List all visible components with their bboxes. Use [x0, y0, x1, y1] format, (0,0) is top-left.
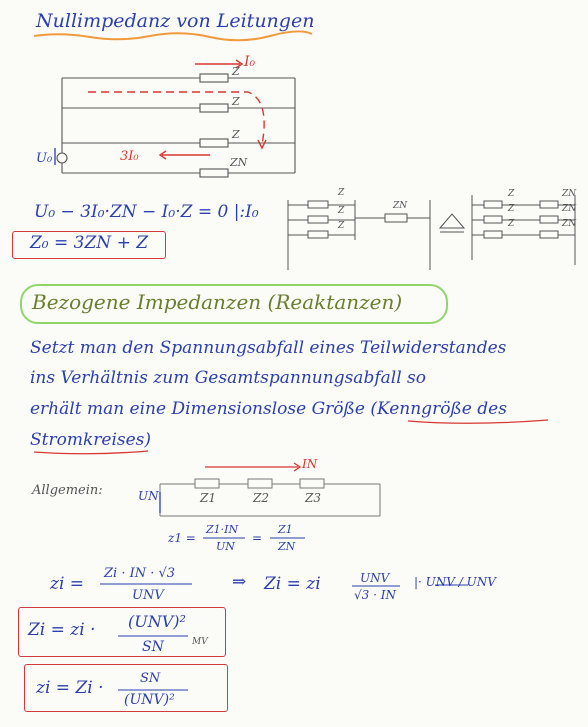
zn-label: ZN — [230, 156, 248, 169]
zi-rhs: Zi = zi — [264, 574, 321, 594]
circuit-1 — [57, 74, 295, 177]
page-title: Nullimpedanz von Leitungen — [36, 10, 315, 32]
multiplier-note: |· UNV / UNV — [414, 575, 496, 589]
c2-zn-4: ZN — [562, 219, 577, 229]
title-underline — [34, 31, 312, 40]
z1-equals: = — [252, 531, 263, 545]
circuit-2 — [288, 195, 575, 270]
paragraph-line-4: Stromkreises) — [30, 430, 152, 450]
in-label: IN — [302, 457, 318, 471]
zi-rhs-numerator: UNV — [360, 571, 390, 585]
c2-z-1: Z — [338, 188, 345, 198]
result-1-denominator: SN — [142, 639, 164, 655]
result-2-denominator: (UNV)² — [124, 692, 175, 708]
implies-arrow: ⇒ — [232, 572, 247, 592]
zi-numerator: Zi · IN · √3 — [104, 566, 176, 581]
zi-rhs-denominator: √3 · IN — [354, 588, 396, 602]
circuit-3 — [160, 479, 380, 516]
i0-label: I₀ — [244, 54, 256, 70]
z1-denominator-2: ZN — [278, 540, 296, 553]
equation-2: Z₀ = 3ZN + Z — [30, 233, 149, 253]
c2-z-5: Z — [508, 204, 515, 214]
z1-lhs: z1 = — [168, 531, 196, 545]
z1-numerator-2: Z1 — [278, 523, 293, 536]
u0-label: U₀ — [36, 151, 53, 166]
c2-z-6: Z — [508, 219, 515, 229]
c2-z-3: Z — [338, 221, 345, 231]
z1-denominator: UN — [216, 540, 235, 553]
stromkreis-underline — [34, 451, 148, 454]
c2-zn-3: ZN — [562, 204, 577, 214]
z1-label: Z1 — [200, 491, 216, 505]
three-i0-label: 3I₀ — [120, 149, 139, 164]
paragraph-line-3: erhält man eine Dimensionslose Größe (Kenngröße des — [30, 399, 507, 419]
z3-label: Z3 — [305, 491, 321, 505]
c2-zn: ZN — [393, 201, 408, 211]
result-1-numerator: (UNV)² — [128, 612, 186, 631]
z1-numerator: Z1·IN — [206, 523, 239, 536]
zi-lhs: zi = — [50, 574, 85, 594]
c2-z-4: Z — [508, 189, 515, 199]
result-2-numerator: SN — [140, 671, 161, 686]
z-label-3: Z — [232, 128, 240, 141]
z2-label: Z2 — [253, 491, 269, 505]
un-label: UN — [138, 489, 159, 503]
kenngroesse-underline — [408, 420, 548, 423]
equation-1: U₀ − 3I₀·ZN − I₀·Z = 0 |:I₀ — [34, 202, 259, 222]
result-1-lhs: Zi = zi · — [28, 620, 96, 640]
section-2-title: Bezogene Impedanzen (Reaktanzen) — [32, 290, 403, 314]
paragraph-line-1: Setzt man den Spannungsabfall eines Teilwiderstandes — [30, 338, 507, 358]
z-label-1: Z — [232, 65, 240, 78]
allgemein-label: Allgemein: — [32, 483, 103, 498]
c2-z-2: Z — [338, 206, 345, 216]
c2-zn-2: ZN — [562, 189, 577, 199]
zi-denominator: UNV — [132, 588, 164, 603]
result-1-subscript: MV — [192, 637, 208, 647]
result-2-lhs: zi = Zi · — [36, 678, 104, 698]
z-label-2: Z — [232, 95, 240, 108]
paragraph-line-2: ins Verhältnis zum Gesamtspannungsabfall so — [30, 368, 426, 388]
